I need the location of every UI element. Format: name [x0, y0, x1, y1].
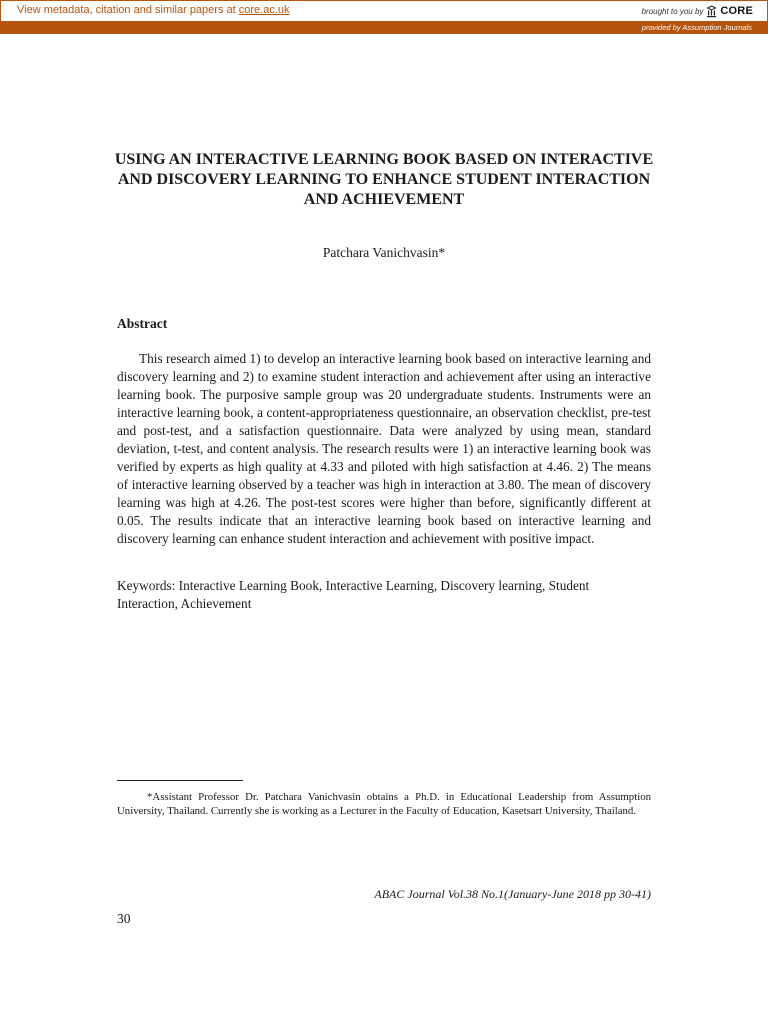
core-ac-uk-link[interactable]: core.ac.uk: [238, 4, 290, 16]
core-brand-text: CORE: [720, 5, 753, 17]
footnote-divider: [117, 780, 243, 781]
keywords: Keywords: Interactive Learning Book, Interactive Learning, Discovery learning, Student Interaction, Achievement: [117, 578, 590, 611]
core-banner: [0, 0, 768, 34]
abstract-body: This research aimed 1) to develop an interactive learning book based on interactive learning and discovery learning and 2) to examine student interaction and achievement after using an interactive learning book. The purposive sample group was 20 undergraduate students. Instruments were an interactive learning book, a content-appropriateness questionnaire, an observation checklist, pre-test and post-test, and a satisfaction questionnaire. Data were analyzed by using mean, standard deviation, t-test, and content analysis. The research results were 1) an interactive learning book was verified by experts as high quality at 4.33 and piloted with high satisfaction at 4.46. 2) The means of interactive learning observed by a teacher was high in interaction at 3.80. The mean of discovery learning was high at 4.26. The post-test scores were higher than before, significantly different at 0.05. The results indicate that an interactive learning book based on interactive learning and discovery learning can enhance student interaction and achievement with positive impact.: [117, 351, 651, 546]
core-link-prefix: View metadata, citation and similar papers at: [17, 4, 239, 16]
paper-author: Patchara Vanichvasin*: [322, 245, 446, 260]
journal-reference: ABAC Journal Vol.38 No.1(January-June 2018 pp 30-41): [374, 887, 651, 901]
page-number: 30: [117, 911, 131, 926]
core-metadata-link[interactable]: [17, 4, 290, 16]
core-logo-icon: [706, 5, 717, 18]
brought-to-you-by: brought to you by: [641, 6, 704, 16]
core-brand[interactable]: [642, 3, 753, 19]
paper-title: USING AN INTERACTIVE LEARNING BOOK BASED ON INTERACTIVE AND DISCOVERY LEARNING TO ENHANCE STUDENT INTERACTION AND ACHIEVEMENT: [114, 151, 654, 208]
provided-by-text: provided by Assumption Journals: [641, 23, 752, 32]
core-banner-top: [0, 0, 768, 22]
author-footnote: *Assistant Professor Dr. Patchara Vanichvasin obtains a Ph.D. in Educational Leadership from Assumption University, Thailand. Currently she is working as a Lecturer in the Faculty of Education, Kasetsart University, Thailand.: [117, 791, 651, 817]
core-banner-provider-bar: [0, 22, 768, 34]
abstract-heading: Abstract: [117, 316, 168, 331]
